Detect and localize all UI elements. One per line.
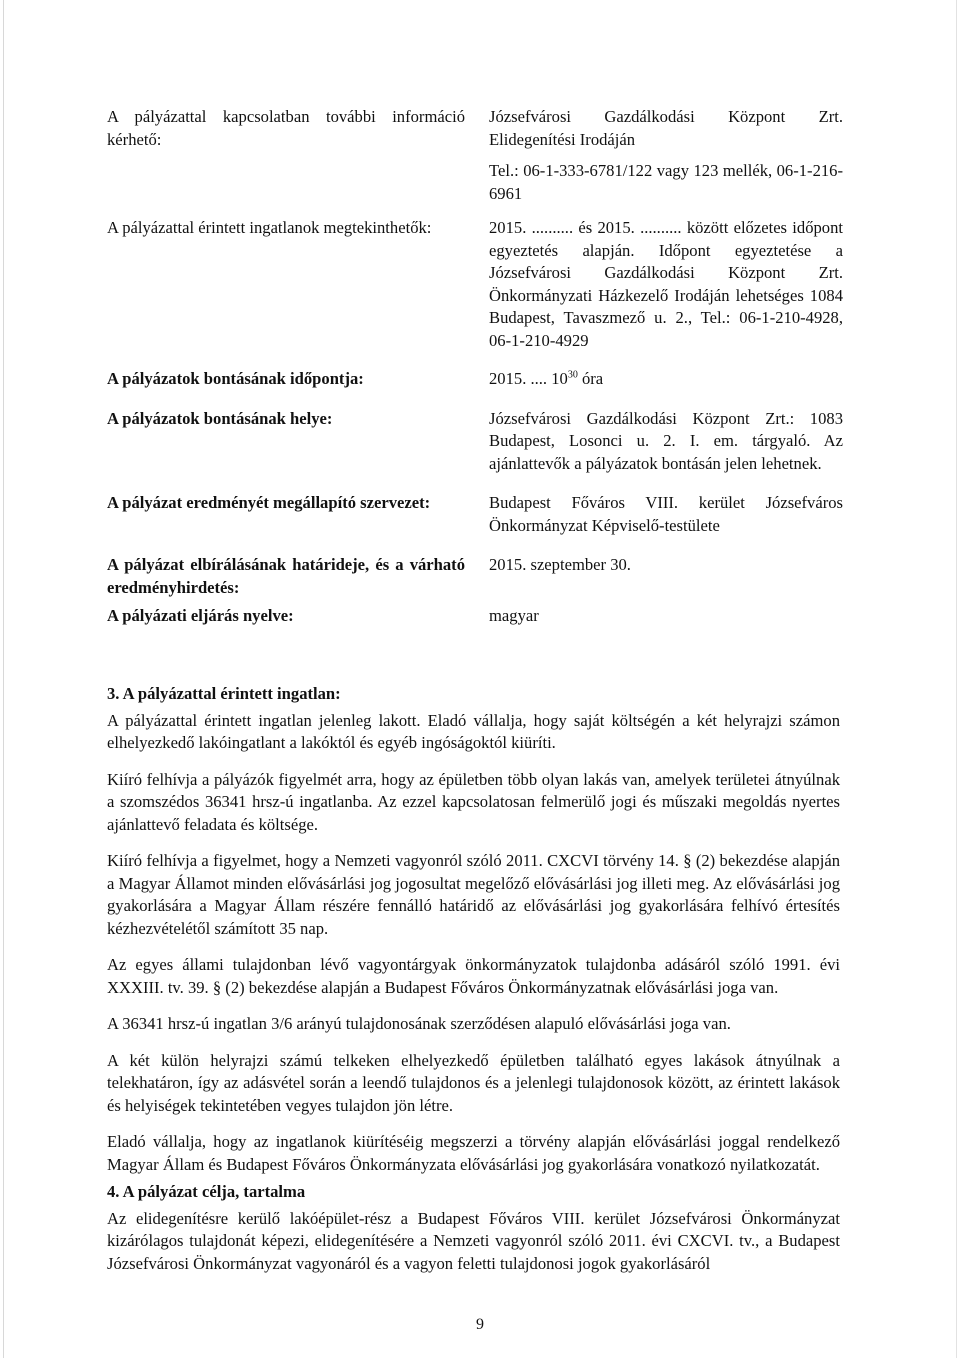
info-label-language: A pályázati eljárás nyelve: bbox=[107, 606, 294, 625]
info-label-opening-time: A pályázatok bontásának időpontja: bbox=[107, 369, 364, 388]
section-3-paragraph: A két külön helyrajzi számú telkeken elhelyezkedő épületben található egyes lakások átnyúlnak a telekhatáron, így az adásvétel során a leendő tulajdonos és a jelenlegi tulajdonosok között, az érintett lakások és helyiségek tekintetében vegyes tulajdon jön létre. bbox=[107, 1050, 840, 1115]
info-value-language bbox=[489, 605, 843, 628]
section-3 bbox=[107, 683, 840, 1190]
info-row-opening-time bbox=[107, 368, 843, 391]
info-value-line: Józsefvárosi Gazdálkodási Központ Zrt.: 1083 Budapest, Losonci u. 2. I. em. tárgyaló. Az ajánlattevők a pályázatok bontásán jelen lehetnek. bbox=[489, 408, 843, 473]
info-label-deadline: A pályázat elbírálásának határideje, és a várható eredményhirdetés: bbox=[107, 555, 465, 597]
section-3-paragraph: A pályázattal érintett ingatlan jelenleg lakott. Eladó vállalja, hogy saját költségén a két helyrajzi számon elhelyezkedő lakóingatlant a lakóktól és egyéb ingóságoktól kiüríti. bbox=[107, 710, 840, 752]
info-value-opening-place bbox=[489, 408, 843, 476]
opening-time-date: 2015. .... 10 bbox=[489, 369, 568, 388]
info-label-decision-body: A pályázat eredményét megállapító szervezet: bbox=[107, 493, 431, 512]
info-value-contact bbox=[489, 106, 843, 205]
section-3-paragraph: Kiíró felhívja a pályázók figyelmét arra, hogy az épületben több olyan lakás van, amelyek területei átnyúlnak a szomszédos 36341 hrsz-ú ingatlanba. Az ezzel kapcsolatosan felmerülő jogi és műszaki megoldás nyertes ajánlattevő feladata és költsége. bbox=[107, 769, 840, 834]
info-value-line: 2015. szeptember 30. bbox=[489, 555, 631, 574]
info-value-line: magyar bbox=[489, 606, 539, 625]
info-value-line: Budapest Főváros VIII. kerület Józsefváros Önkormányzat Képviselő-testülete bbox=[489, 493, 843, 535]
section-3-paragraph: Az egyes állami tulajdonban lévő vagyontárgyak önkormányzatok tulajdonba adásáról szóló 1991. évi XXXIII. tv. 39. § (2) bekezdése alapján a Budapest Főváros Önkormányzatnak elővásárlási joga van. bbox=[107, 955, 840, 997]
opening-time-unit: óra bbox=[577, 369, 604, 388]
section-3-paragraph: A 36341 hrsz-ú ingatlan 3/6 arányú tulajdonosának szerződésen alapuló elővásárlási joga van. bbox=[107, 1014, 731, 1033]
info-row-opening-place bbox=[107, 408, 843, 476]
section-3-title: 3. A pályázattal érintett ingatlan: bbox=[107, 684, 341, 703]
opening-time-minutes: 30 bbox=[567, 369, 578, 381]
scan-edge-left bbox=[3, 0, 4, 1358]
info-row-language bbox=[107, 605, 843, 628]
info-value-line: 2015. .......... és 2015. .......... között előzetes időpont egyeztetés alapján. Időpont egyeztetése a Józsefvárosi Gazdálkodási Központ Zrt. Önkormányzati Házkezelő Irodáján lehetséges 1084 Budapest, Tavaszmező u. 2., Tel.: 06-1-210-4928, 06-1-210-4929 bbox=[489, 218, 843, 350]
info-label-viewing: A pályázattal érintett ingatlanok megtekinthetők: bbox=[107, 218, 432, 237]
info-value-opening-time bbox=[489, 368, 843, 391]
section-3-paragraph: Kiíró felhívja a figyelmet, hogy a Nemzeti vagyonról szóló 2011. CXCVI törvény 14. § (2) bekezdése alapján a Magyar Államot minden elővásárlási jog jogosultat megelőző elővásárlási jog illeti meg. Az elővásárlási jog gyakorlására a Magyar Állam részére fennálló határidő az elővásárlási jog gyakorlására felhívó értesítés kézhezvételétől számított 35 nap. bbox=[107, 851, 840, 938]
page-number: 9 bbox=[476, 1316, 484, 1333]
section-3-paragraph: Eladó vállalja, hogy az ingatlanok kiürítéséig megszerzi a törvény alapján elővásárlási joggal rendelkező Magyar Állam és Budapest Főváros Önkormányzata elővásárlási jog gyakorlására vonatkozó nyilatkozatát. bbox=[107, 1132, 840, 1174]
info-value-line: Józsefvárosi Gazdálkodási Központ Zrt. Elidegenítési Irodáján bbox=[489, 107, 843, 149]
section-4-title: 4. A pályázat célja, tartalma bbox=[107, 1182, 306, 1201]
info-value-viewing bbox=[489, 217, 843, 352]
info-row-decision-body bbox=[107, 492, 843, 537]
info-value-line: Tel.: 06-1-333-6781/122 vagy 123 mellék, 06-1-216-6961 bbox=[489, 161, 843, 203]
info-row-viewing bbox=[107, 217, 843, 352]
scan-edge-right bbox=[956, 0, 957, 1358]
info-value-decision-body bbox=[489, 492, 843, 537]
info-label-contact: A pályázattal kapcsolatban további információ kérhető: bbox=[107, 107, 465, 149]
info-row-contact bbox=[107, 106, 843, 205]
info-row-deadline bbox=[107, 554, 843, 599]
info-value-deadline bbox=[489, 554, 843, 599]
tender-info-table bbox=[107, 106, 843, 628]
section-4-paragraph: Az elidegenítésre kerülő lakóépület-rész a Budapest Főváros VIII. kerület Józsefvárosi Önkormányzat kizárólagos tulajdonát képezi, elidegenítésére a Nemzeti vagyonról szóló 2011. évi CXCVI. tv., a Budapest Józsefvárosi Önkormányzat vagyonáról és a vagyon feletti tulajdonosi jogok gyakorlásáról bbox=[107, 1208, 840, 1273]
section-4 bbox=[107, 1181, 840, 1289]
info-label-opening-place: A pályázatok bontásának helye: bbox=[107, 408, 333, 428]
